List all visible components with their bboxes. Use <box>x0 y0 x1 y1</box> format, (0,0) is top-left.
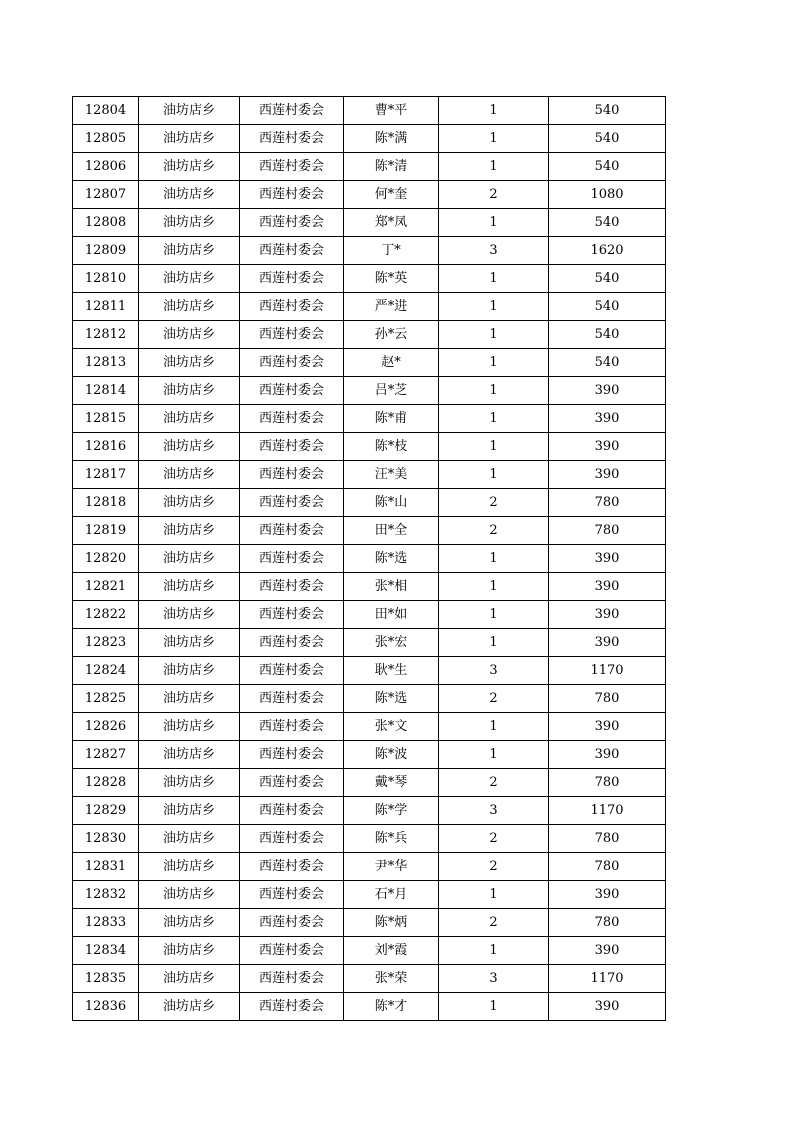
township-cell: 油坊店乡 <box>139 209 240 237</box>
name-cell: 陈*才 <box>344 993 439 1021</box>
count-cell: 1 <box>439 601 549 629</box>
township-cell: 油坊店乡 <box>139 853 240 881</box>
name-cell: 张*宏 <box>344 629 439 657</box>
record-id-cell: 12816 <box>73 433 139 461</box>
count-cell: 2 <box>439 517 549 545</box>
township-cell: 油坊店乡 <box>139 265 240 293</box>
name-cell: 陈*学 <box>344 797 439 825</box>
record-id-cell: 12818 <box>73 489 139 517</box>
village-committee-cell: 西莲村委会 <box>240 657 344 685</box>
village-committee-cell: 西莲村委会 <box>240 461 344 489</box>
name-cell: 汪*美 <box>344 461 439 489</box>
village-committee-cell: 西莲村委会 <box>240 937 344 965</box>
count-cell: 1 <box>439 97 549 125</box>
village-committee-cell: 西莲村委会 <box>240 909 344 937</box>
table-row <box>73 293 666 321</box>
township-cell: 油坊店乡 <box>139 573 240 601</box>
amount-cell: 1170 <box>549 657 666 685</box>
table-row <box>73 461 666 489</box>
record-id-cell: 12824 <box>73 657 139 685</box>
township-cell: 油坊店乡 <box>139 713 240 741</box>
village-committee-cell: 西莲村委会 <box>240 377 344 405</box>
record-id-cell: 12836 <box>73 993 139 1021</box>
table-row <box>73 685 666 713</box>
township-cell: 油坊店乡 <box>139 657 240 685</box>
record-id-cell: 12817 <box>73 461 139 489</box>
village-committee-cell: 西莲村委会 <box>240 881 344 909</box>
village-committee-cell: 西莲村委会 <box>240 293 344 321</box>
count-cell: 1 <box>439 993 549 1021</box>
amount-cell: 1620 <box>549 237 666 265</box>
table-row <box>73 405 666 433</box>
record-id-cell: 12835 <box>73 965 139 993</box>
village-committee-cell: 西莲村委会 <box>240 713 344 741</box>
village-committee-cell: 西莲村委会 <box>240 349 344 377</box>
table-row <box>73 321 666 349</box>
amount-cell: 540 <box>549 321 666 349</box>
amount-cell: 780 <box>549 825 666 853</box>
amount-cell: 780 <box>549 909 666 937</box>
count-cell: 2 <box>439 685 549 713</box>
count-cell: 2 <box>439 853 549 881</box>
records-table-body <box>73 97 666 1021</box>
record-id-cell: 12819 <box>73 517 139 545</box>
amount-cell: 390 <box>549 601 666 629</box>
amount-cell: 390 <box>549 405 666 433</box>
village-committee-cell: 西莲村委会 <box>240 489 344 517</box>
village-committee-cell: 西莲村委会 <box>240 209 344 237</box>
table-row <box>73 713 666 741</box>
count-cell: 3 <box>439 657 549 685</box>
township-cell: 油坊店乡 <box>139 965 240 993</box>
count-cell: 1 <box>439 545 549 573</box>
table-row <box>73 349 666 377</box>
name-cell: 陈*英 <box>344 265 439 293</box>
name-cell: 陈*甫 <box>344 405 439 433</box>
table-row <box>73 881 666 909</box>
record-id-cell: 12814 <box>73 377 139 405</box>
record-id-cell: 12805 <box>73 125 139 153</box>
record-id-cell: 12834 <box>73 937 139 965</box>
record-id-cell: 12807 <box>73 181 139 209</box>
village-committee-cell: 西莲村委会 <box>240 853 344 881</box>
count-cell: 1 <box>439 713 549 741</box>
table-row <box>73 209 666 237</box>
township-cell: 油坊店乡 <box>139 797 240 825</box>
count-cell: 1 <box>439 405 549 433</box>
amount-cell: 390 <box>549 573 666 601</box>
count-cell: 2 <box>439 909 549 937</box>
name-cell: 耿*生 <box>344 657 439 685</box>
name-cell: 陈*清 <box>344 153 439 181</box>
table-row <box>73 769 666 797</box>
count-cell: 1 <box>439 321 549 349</box>
amount-cell: 390 <box>549 461 666 489</box>
name-cell: 田*全 <box>344 517 439 545</box>
township-cell: 油坊店乡 <box>139 125 240 153</box>
record-id-cell: 12812 <box>73 321 139 349</box>
table-row <box>73 573 666 601</box>
count-cell: 1 <box>439 573 549 601</box>
name-cell: 陈*枝 <box>344 433 439 461</box>
record-id-cell: 12813 <box>73 349 139 377</box>
table-row <box>73 825 666 853</box>
name-cell: 孙*云 <box>344 321 439 349</box>
count-cell: 3 <box>439 965 549 993</box>
amount-cell: 390 <box>549 741 666 769</box>
village-committee-cell: 西莲村委会 <box>240 97 344 125</box>
count-cell: 3 <box>439 797 549 825</box>
count-cell: 3 <box>439 237 549 265</box>
record-id-cell: 12828 <box>73 769 139 797</box>
table-row <box>73 853 666 881</box>
amount-cell: 780 <box>549 853 666 881</box>
village-committee-cell: 西莲村委会 <box>240 965 344 993</box>
record-id-cell: 12833 <box>73 909 139 937</box>
name-cell: 陈*选 <box>344 685 439 713</box>
name-cell: 曹*平 <box>344 97 439 125</box>
amount-cell: 780 <box>549 769 666 797</box>
village-committee-cell: 西莲村委会 <box>240 573 344 601</box>
record-id-cell: 12825 <box>73 685 139 713</box>
village-committee-cell: 西莲村委会 <box>240 321 344 349</box>
record-id-cell: 12806 <box>73 153 139 181</box>
name-cell: 郑*凤 <box>344 209 439 237</box>
village-committee-cell: 西莲村委会 <box>240 993 344 1021</box>
table-row <box>73 601 666 629</box>
township-cell: 油坊店乡 <box>139 321 240 349</box>
name-cell: 严*进 <box>344 293 439 321</box>
count-cell: 2 <box>439 489 549 517</box>
amount-cell: 780 <box>549 489 666 517</box>
amount-cell: 390 <box>549 993 666 1021</box>
township-cell: 油坊店乡 <box>139 909 240 937</box>
amount-cell: 540 <box>549 349 666 377</box>
count-cell: 1 <box>439 629 549 657</box>
township-cell: 油坊店乡 <box>139 237 240 265</box>
table-row <box>73 125 666 153</box>
name-cell: 陈*炳 <box>344 909 439 937</box>
township-cell: 油坊店乡 <box>139 349 240 377</box>
table-row <box>73 629 666 657</box>
village-committee-cell: 西莲村委会 <box>240 405 344 433</box>
record-id-cell: 12830 <box>73 825 139 853</box>
table-row <box>73 377 666 405</box>
table-row <box>73 993 666 1021</box>
table-row <box>73 265 666 293</box>
record-id-cell: 12829 <box>73 797 139 825</box>
village-committee-cell: 西莲村委会 <box>240 601 344 629</box>
village-committee-cell: 西莲村委会 <box>240 769 344 797</box>
count-cell: 1 <box>439 881 549 909</box>
count-cell: 1 <box>439 265 549 293</box>
table-row <box>73 153 666 181</box>
count-cell: 1 <box>439 937 549 965</box>
township-cell: 油坊店乡 <box>139 461 240 489</box>
record-id-cell: 12826 <box>73 713 139 741</box>
name-cell: 张*文 <box>344 713 439 741</box>
township-cell: 油坊店乡 <box>139 629 240 657</box>
table-row <box>73 97 666 125</box>
table-row <box>73 181 666 209</box>
village-committee-cell: 西莲村委会 <box>240 153 344 181</box>
village-committee-cell: 西莲村委会 <box>240 825 344 853</box>
count-cell: 1 <box>439 377 549 405</box>
name-cell: 戴*琴 <box>344 769 439 797</box>
amount-cell: 390 <box>549 881 666 909</box>
record-id-cell: 12831 <box>73 853 139 881</box>
record-id-cell: 12811 <box>73 293 139 321</box>
township-cell: 油坊店乡 <box>139 181 240 209</box>
record-id-cell: 12822 <box>73 601 139 629</box>
amount-cell: 780 <box>549 685 666 713</box>
name-cell: 陈*山 <box>344 489 439 517</box>
records-table <box>72 96 666 1021</box>
township-cell: 油坊店乡 <box>139 825 240 853</box>
village-committee-cell: 西莲村委会 <box>240 265 344 293</box>
name-cell: 陈*波 <box>344 741 439 769</box>
record-id-cell: 12810 <box>73 265 139 293</box>
village-committee-cell: 西莲村委会 <box>240 517 344 545</box>
count-cell: 2 <box>439 769 549 797</box>
village-committee-cell: 西莲村委会 <box>240 237 344 265</box>
township-cell: 油坊店乡 <box>139 685 240 713</box>
table-row <box>73 657 666 685</box>
count-cell: 1 <box>439 461 549 489</box>
amount-cell: 390 <box>549 629 666 657</box>
count-cell: 1 <box>439 209 549 237</box>
name-cell: 尹*华 <box>344 853 439 881</box>
amount-cell: 1170 <box>549 797 666 825</box>
amount-cell: 540 <box>549 125 666 153</box>
village-committee-cell: 西莲村委会 <box>240 433 344 461</box>
count-cell: 1 <box>439 741 549 769</box>
table-row <box>73 909 666 937</box>
village-committee-cell: 西莲村委会 <box>240 629 344 657</box>
record-id-cell: 12823 <box>73 629 139 657</box>
village-committee-cell: 西莲村委会 <box>240 741 344 769</box>
amount-cell: 540 <box>549 209 666 237</box>
table-row <box>73 433 666 461</box>
amount-cell: 540 <box>549 293 666 321</box>
amount-cell: 540 <box>549 265 666 293</box>
table-row <box>73 741 666 769</box>
amount-cell: 390 <box>549 937 666 965</box>
name-cell: 赵* <box>344 349 439 377</box>
amount-cell: 390 <box>549 545 666 573</box>
amount-cell: 390 <box>549 433 666 461</box>
count-cell: 1 <box>439 125 549 153</box>
record-id-cell: 12827 <box>73 741 139 769</box>
name-cell: 陈*选 <box>344 545 439 573</box>
amount-cell: 780 <box>549 517 666 545</box>
village-committee-cell: 西莲村委会 <box>240 125 344 153</box>
count-cell: 1 <box>439 293 549 321</box>
record-id-cell: 12832 <box>73 881 139 909</box>
township-cell: 油坊店乡 <box>139 545 240 573</box>
township-cell: 油坊店乡 <box>139 433 240 461</box>
township-cell: 油坊店乡 <box>139 937 240 965</box>
record-id-cell: 12808 <box>73 209 139 237</box>
village-committee-cell: 西莲村委会 <box>240 181 344 209</box>
township-cell: 油坊店乡 <box>139 601 240 629</box>
township-cell: 油坊店乡 <box>139 153 240 181</box>
amount-cell: 1080 <box>549 181 666 209</box>
township-cell: 油坊店乡 <box>139 293 240 321</box>
amount-cell: 540 <box>549 97 666 125</box>
amount-cell: 540 <box>549 153 666 181</box>
township-cell: 油坊店乡 <box>139 377 240 405</box>
record-id-cell: 12821 <box>73 573 139 601</box>
record-id-cell: 12815 <box>73 405 139 433</box>
table-row <box>73 237 666 265</box>
village-committee-cell: 西莲村委会 <box>240 797 344 825</box>
name-cell: 张*相 <box>344 573 439 601</box>
count-cell: 1 <box>439 349 549 377</box>
table-row <box>73 937 666 965</box>
amount-cell: 1170 <box>549 965 666 993</box>
name-cell: 张*荣 <box>344 965 439 993</box>
name-cell: 刘*霞 <box>344 937 439 965</box>
name-cell: 石*月 <box>344 881 439 909</box>
table-row <box>73 797 666 825</box>
name-cell: 陈*兵 <box>344 825 439 853</box>
township-cell: 油坊店乡 <box>139 881 240 909</box>
township-cell: 油坊店乡 <box>139 405 240 433</box>
count-cell: 2 <box>439 825 549 853</box>
township-cell: 油坊店乡 <box>139 489 240 517</box>
township-cell: 油坊店乡 <box>139 769 240 797</box>
name-cell: 陈*满 <box>344 125 439 153</box>
township-cell: 油坊店乡 <box>139 517 240 545</box>
village-committee-cell: 西莲村委会 <box>240 545 344 573</box>
village-committee-cell: 西莲村委会 <box>240 685 344 713</box>
count-cell: 2 <box>439 181 549 209</box>
table-row <box>73 489 666 517</box>
record-id-cell: 12820 <box>73 545 139 573</box>
table-row <box>73 965 666 993</box>
table-row <box>73 517 666 545</box>
record-id-cell: 12804 <box>73 97 139 125</box>
amount-cell: 390 <box>549 713 666 741</box>
township-cell: 油坊店乡 <box>139 97 240 125</box>
amount-cell: 390 <box>549 377 666 405</box>
name-cell: 吕*芝 <box>344 377 439 405</box>
count-cell: 1 <box>439 153 549 181</box>
township-cell: 油坊店乡 <box>139 741 240 769</box>
name-cell: 何*奎 <box>344 181 439 209</box>
record-id-cell: 12809 <box>73 237 139 265</box>
table-row <box>73 545 666 573</box>
name-cell: 田*如 <box>344 601 439 629</box>
name-cell: 丁* <box>344 237 439 265</box>
township-cell: 油坊店乡 <box>139 993 240 1021</box>
count-cell: 1 <box>439 433 549 461</box>
